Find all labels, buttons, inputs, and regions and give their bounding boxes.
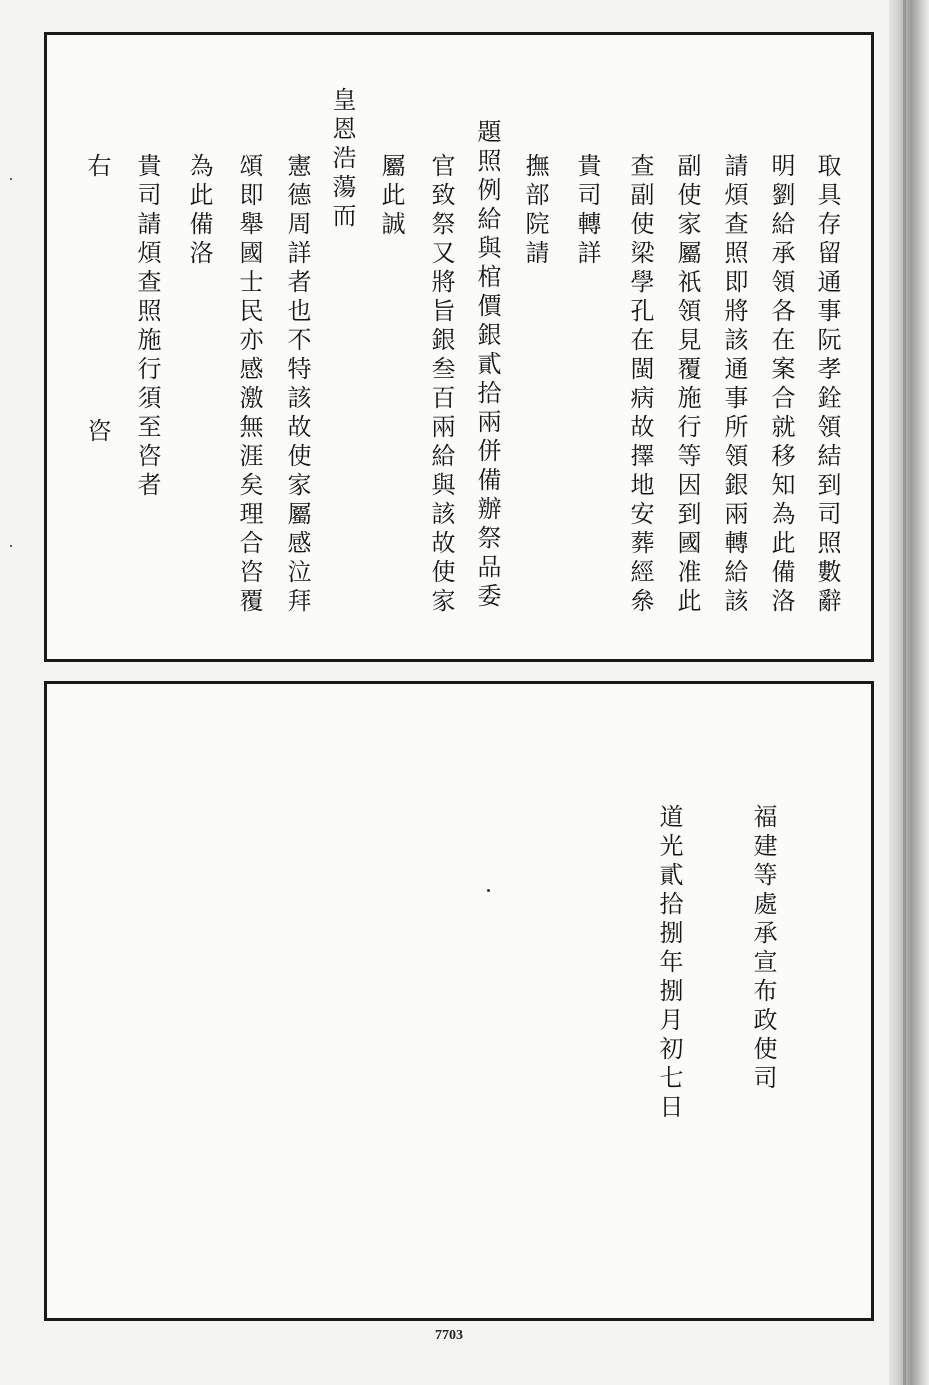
page-number: 7703: [435, 1328, 463, 1343]
text-column-14: 為此備洛: [185, 153, 213, 269]
ink-speck: [10, 178, 12, 180]
book-page-edge: [889, 0, 929, 1385]
text-column-12: 憲德周詳者也不特該故使家屬感泣拜: [283, 153, 311, 617]
ink-speck: [10, 545, 12, 547]
text-column-8: 題照例給與棺價銀貳拾兩併備辦祭品委: [473, 119, 501, 612]
document-panel-top: [44, 32, 874, 662]
text-column-15: 貴司請煩查照施行須至咨者: [133, 153, 161, 501]
ink-speck: [487, 889, 490, 892]
text-column-9: 官致祭又將旨銀叁百兩給與該故使家: [427, 153, 455, 617]
document-date: 道光貳拾捌年捌月初七日: [655, 804, 683, 1123]
text-column-16: 右: [83, 153, 111, 182]
zi-character-mark: 咨: [83, 418, 111, 447]
text-column-4: 副使家屬祇領見覆施行等因到國准此: [673, 153, 701, 617]
document-panel-bottom: [44, 681, 874, 1321]
issuing-office: 福建等處承宣布政使司: [749, 804, 777, 1094]
text-column-13: 頌即舉國士民亦感激無涯矣理合咨覆: [235, 153, 263, 617]
text-column-7: 撫部院請: [521, 153, 549, 269]
text-column-5: 查副使梁學孔在閩病故擇地安葬經㕘: [626, 153, 654, 617]
text-column-3: 請煩查照即將該通事所領銀兩轉給該: [720, 153, 748, 617]
text-column-2: 明劉給承領各在案合就移知為此備洛: [767, 153, 795, 617]
text-column-1: 取具存留通事阮孝銓領結到司照數辭: [813, 153, 841, 617]
text-column-6: 貴司轉詳: [573, 153, 601, 269]
text-column-11: 皇恩浩蕩而: [328, 87, 356, 232]
text-column-10: 屬此誠: [377, 153, 405, 240]
